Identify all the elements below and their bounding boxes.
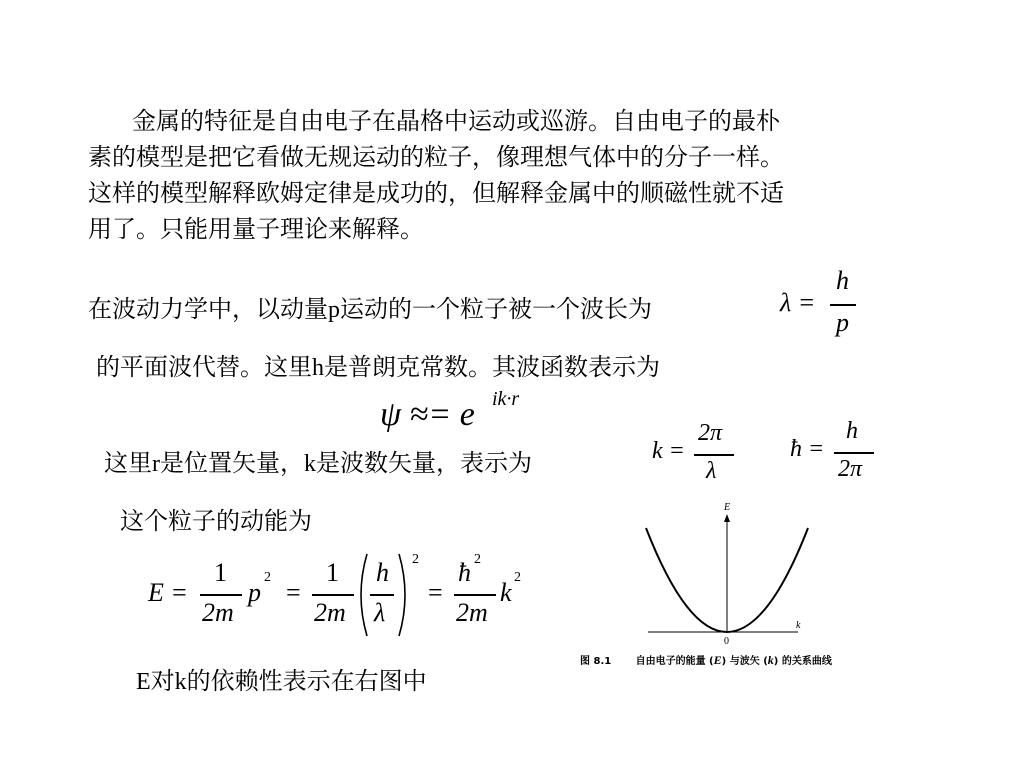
lambda-formula — [780, 266, 860, 342]
origin-label: 0 — [724, 636, 729, 647]
intro-line: 用了。只能用量子理论来解释。 — [88, 217, 424, 243]
fraction-bar — [694, 454, 734, 456]
frac2-den: 2m — [314, 598, 346, 627]
caption-part-c: ) 的关系曲线 — [773, 656, 832, 667]
frac4-den: 2m — [456, 598, 488, 627]
equals-sign: = — [286, 578, 301, 607]
hbar-lhs: ħ = — [790, 436, 825, 462]
psi-exponent: ik·r — [492, 388, 520, 410]
frac3-den: λ — [374, 598, 386, 627]
paren-exponent: 2 — [412, 552, 419, 567]
e-axis-arrow — [724, 514, 730, 522]
p-symbol: p — [248, 578, 261, 607]
fraction-bar — [200, 594, 242, 596]
right-paren — [396, 552, 412, 638]
k-denominator: λ — [706, 458, 717, 484]
caption-part-b: ) 与波矢 ( — [721, 656, 768, 667]
frac4-num: ħ — [458, 558, 471, 587]
plane-wave-text: 的平面波代替。这里h是普朗克常数。其波函数表示为 — [96, 355, 660, 381]
p-exponent: 2 — [264, 570, 271, 585]
lambda-lhs: λ = — [780, 288, 816, 317]
k-lhs: k = — [652, 438, 685, 464]
intro-line: 素的模型是把它看做无规运动的粒子，像理想气体中的分子一样。 — [88, 145, 784, 171]
frac2-num: 1 — [326, 558, 339, 587]
k-numerator: 2π — [698, 420, 723, 446]
fraction-bar — [454, 594, 496, 596]
e-axis-label: E — [724, 502, 731, 513]
k-symbol: k — [500, 578, 512, 607]
energy-dispersion-figure — [630, 500, 820, 650]
fraction-bar — [312, 594, 354, 596]
hbar-numerator: h — [846, 418, 858, 444]
energy-lhs: E = — [148, 578, 188, 607]
frac1-num: 1 — [214, 558, 227, 587]
wave-intro-text: 在波动力学中，以动量p运动的一个粒子被一个波长为 — [88, 297, 652, 323]
caption-k: k — [767, 653, 774, 667]
vectors-text: 这里r是位置矢量，k是波数矢量，表示为 — [104, 451, 532, 477]
fraction-bar — [830, 304, 856, 306]
intro-paragraph — [88, 104, 918, 248]
left-paren — [354, 552, 370, 638]
lambda-denominator: p — [836, 308, 849, 337]
k-formula — [652, 420, 762, 490]
intro-line: 这样的模型解释欧姆定律是成功的，但解释金属中的顺磁性就不适 — [88, 181, 784, 207]
caption-part-a: 自由电子的能量 ( — [635, 656, 714, 667]
frac1-den: 2m — [202, 598, 234, 627]
equals-sign: = — [428, 578, 443, 607]
psi-expression: ψ ≈= e — [380, 396, 475, 433]
dependence-text: E对k的依赖性表示在右图中 — [136, 669, 427, 695]
kinetic-text: 这个粒子的动能为 — [120, 509, 312, 535]
hbar-exponent: 2 — [474, 552, 481, 567]
k-axis-label: k — [796, 620, 801, 631]
lambda-numerator: h — [836, 266, 849, 295]
fraction-bar — [370, 594, 394, 596]
intro-line: 金属的特征是自由电子在晶格中运动或巡游。自由电子的最朴 — [132, 109, 780, 135]
caption-e: E — [713, 653, 722, 667]
frac3-num: h — [376, 558, 389, 587]
hbar-denominator: 2π — [838, 456, 863, 482]
figure-caption — [580, 652, 832, 668]
k-exponent: 2 — [514, 570, 521, 585]
hbar-formula — [790, 418, 890, 488]
energy-formula — [148, 552, 538, 642]
psi-formula — [380, 390, 540, 440]
caption-number: 图 8.1 — [580, 656, 612, 667]
fraction-bar — [834, 452, 874, 454]
